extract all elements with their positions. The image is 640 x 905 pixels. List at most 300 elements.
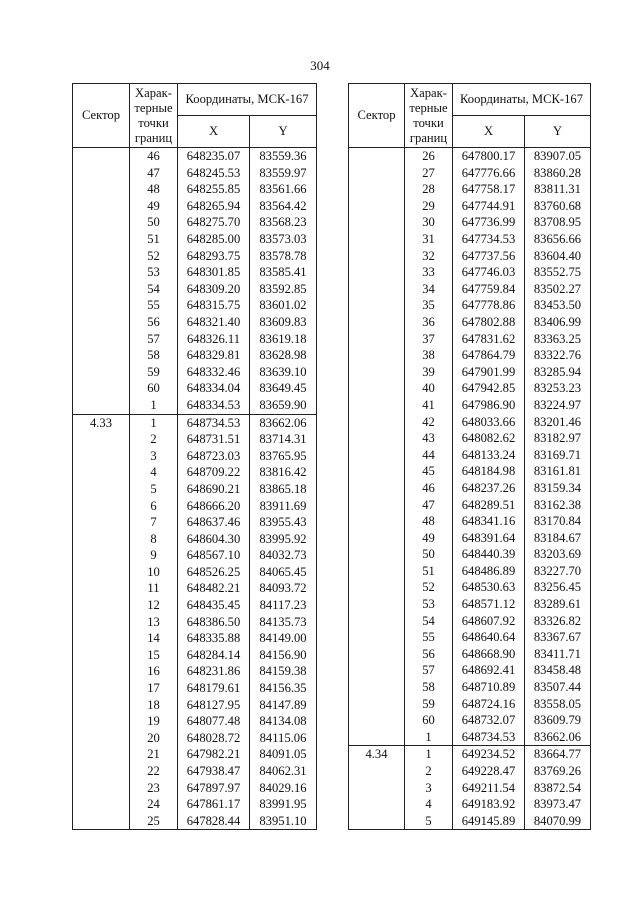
y-coord-cell: 83659.90 xyxy=(250,397,317,414)
point-cell: 42 xyxy=(405,414,453,431)
sector-cell xyxy=(349,729,405,746)
table-row xyxy=(349,414,591,431)
x-coord-cell: 647758.17 xyxy=(453,181,525,198)
table-row xyxy=(349,397,591,414)
point-cell: 57 xyxy=(130,331,178,348)
point-cell: 19 xyxy=(130,713,178,730)
y-coord-cell: 83662.06 xyxy=(525,729,591,746)
x-coord-cell: 647864.79 xyxy=(453,347,525,364)
y-coord-cell: 83224.97 xyxy=(525,397,591,414)
sector-cell xyxy=(73,214,130,231)
point-cell: 39 xyxy=(405,364,453,381)
point-cell: 59 xyxy=(130,364,178,381)
point-cell: 2 xyxy=(405,763,453,780)
x-coord-cell: 647897.97 xyxy=(178,780,250,797)
x-coord-cell: 648334.53 xyxy=(178,397,250,414)
point-cell: 40 xyxy=(405,380,453,397)
sector-cell xyxy=(73,148,130,165)
sector-cell xyxy=(73,547,130,564)
x-coord-cell: 648179.61 xyxy=(178,680,250,697)
x-coord-cell: 647831.62 xyxy=(453,331,525,348)
sector-cell xyxy=(73,763,130,780)
point-cell: 46 xyxy=(405,480,453,497)
y-coord-cell: 83322.76 xyxy=(525,347,591,364)
table-row xyxy=(349,563,591,580)
y-coord-cell: 84149.00 xyxy=(250,630,317,647)
sector-cell xyxy=(349,347,405,364)
sector-cell xyxy=(349,513,405,530)
x-coord-cell: 648341.16 xyxy=(453,513,525,530)
x-coord-cell: 647861.17 xyxy=(178,796,250,813)
y-coord-cell: 83559.36 xyxy=(250,148,317,165)
x-coord-cell: 648530.63 xyxy=(453,579,525,596)
y-coord-cell: 83552.75 xyxy=(525,264,591,281)
x-coord-cell: 648309.20 xyxy=(178,281,250,298)
table-row xyxy=(349,297,591,314)
x-coord-cell: 648235.07 xyxy=(178,148,250,165)
y-coord-cell: 83811.31 xyxy=(525,181,591,198)
point-cell: 7 xyxy=(130,514,178,531)
x-coord-cell: 648329.81 xyxy=(178,347,250,364)
sector-cell xyxy=(73,481,130,498)
table-row xyxy=(73,763,317,780)
table-row xyxy=(349,579,591,596)
sector-cell xyxy=(349,297,405,314)
x-coord-cell: 648723.03 xyxy=(178,448,250,465)
point-cell: 1 xyxy=(130,397,178,414)
y-coord-cell: 83639.10 xyxy=(250,364,317,381)
point-cell: 5 xyxy=(130,481,178,498)
table-row xyxy=(349,447,591,464)
point-cell: 48 xyxy=(405,513,453,530)
y-coord-cell: 83760.68 xyxy=(525,198,591,215)
sector-cell xyxy=(349,148,405,165)
table-row xyxy=(73,531,317,548)
sector-cell xyxy=(73,281,130,298)
x-coord-cell: 648482.21 xyxy=(178,580,250,597)
sector-cell xyxy=(349,496,405,513)
table-row xyxy=(73,165,317,182)
sector-cell xyxy=(349,181,405,198)
y-coord-cell: 83453.50 xyxy=(525,297,591,314)
table-row xyxy=(73,746,317,763)
y-coord-cell: 84147.89 xyxy=(250,697,317,714)
sector-cell xyxy=(73,231,130,248)
sector-cell xyxy=(73,380,130,397)
y-coord-cell: 84135.73 xyxy=(250,614,317,631)
points-header: Харак-терные точки границ xyxy=(405,84,453,148)
point-cell: 17 xyxy=(130,680,178,697)
sector-cell xyxy=(349,629,405,646)
sector-cell xyxy=(349,314,405,331)
table-row xyxy=(349,796,591,813)
x-coord-cell: 647982.21 xyxy=(178,746,250,763)
y-coord-cell: 84062.31 xyxy=(250,763,317,780)
table-row xyxy=(349,763,591,780)
table-row xyxy=(73,380,317,397)
sector-cell xyxy=(73,297,130,314)
sector-header: Сектор xyxy=(349,84,405,148)
sector-cell xyxy=(349,198,405,215)
point-cell: 53 xyxy=(405,596,453,613)
table-row xyxy=(349,214,591,231)
table-row xyxy=(73,364,317,381)
y-coord-cell: 83558.05 xyxy=(525,696,591,713)
sector-cell xyxy=(349,763,405,780)
y-coord-cell: 83285.94 xyxy=(525,364,591,381)
x-coord-cell: 648724.16 xyxy=(453,696,525,713)
x-coord-cell: 648301.85 xyxy=(178,264,250,281)
x-coord-cell: 648231.86 xyxy=(178,663,250,680)
x-coord-cell: 648440.39 xyxy=(453,546,525,563)
y-coord-cell: 84070.99 xyxy=(525,813,591,830)
y-coord-cell: 84093.72 xyxy=(250,580,317,597)
sector-cell xyxy=(73,564,130,581)
sector-cell: 4.33 xyxy=(73,414,130,431)
table-row xyxy=(349,331,591,348)
x-coord-cell: 649228.47 xyxy=(453,763,525,780)
table-row xyxy=(349,662,591,679)
table-row xyxy=(73,464,317,481)
y-coord-cell: 83201.46 xyxy=(525,414,591,431)
table-row xyxy=(73,481,317,498)
y-coord-cell: 83609.83 xyxy=(250,314,317,331)
sector-cell xyxy=(73,713,130,730)
table-row xyxy=(73,414,317,431)
y-coord-cell: 83604.40 xyxy=(525,248,591,265)
point-cell: 23 xyxy=(130,780,178,797)
table-row xyxy=(73,181,317,198)
sector-cell xyxy=(349,780,405,797)
point-cell: 30 xyxy=(405,214,453,231)
x-coord-cell: 648315.75 xyxy=(178,297,250,314)
x-coord-cell: 648293.75 xyxy=(178,248,250,265)
y-coord-cell: 83559.97 xyxy=(250,165,317,182)
table-row xyxy=(73,547,317,564)
point-cell: 2 xyxy=(130,431,178,448)
table-row xyxy=(349,430,591,447)
x-coord-cell: 647802.88 xyxy=(453,314,525,331)
x-coord-cell: 647800.17 xyxy=(453,148,525,165)
sector-cell xyxy=(73,796,130,813)
sector-cell xyxy=(349,331,405,348)
table-row xyxy=(73,248,317,265)
point-cell: 32 xyxy=(405,248,453,265)
sector-cell xyxy=(73,746,130,763)
y-coord-cell: 83406.99 xyxy=(525,314,591,331)
table-row xyxy=(349,646,591,663)
table-row xyxy=(73,198,317,215)
sector-cell xyxy=(73,248,130,265)
sector-cell xyxy=(73,580,130,597)
y-coord-cell: 83159.34 xyxy=(525,480,591,497)
x-coord-cell: 647734.53 xyxy=(453,231,525,248)
x-coord-cell: 649183.92 xyxy=(453,796,525,813)
y-coord-cell: 83578.78 xyxy=(250,248,317,265)
y-coord-cell: 83203.69 xyxy=(525,546,591,563)
sector-cell xyxy=(73,663,130,680)
y-coord-cell: 83816.42 xyxy=(250,464,317,481)
y-coord-cell: 84117.23 xyxy=(250,597,317,614)
point-cell: 47 xyxy=(405,496,453,513)
y-coord-cell: 83907.05 xyxy=(525,148,591,165)
table-row xyxy=(73,347,317,364)
table-row xyxy=(73,713,317,730)
table-row xyxy=(349,746,591,763)
x-coord-cell: 648607.92 xyxy=(453,613,525,630)
x-coord-cell: 648666.20 xyxy=(178,497,250,514)
table-row xyxy=(349,546,591,563)
x-coord-cell: 648289.51 xyxy=(453,496,525,513)
x-coord-cell: 648391.64 xyxy=(453,530,525,547)
sector-cell xyxy=(73,697,130,714)
sector-cell xyxy=(73,264,130,281)
point-cell: 58 xyxy=(130,347,178,364)
x-coord-cell: 648692.41 xyxy=(453,662,525,679)
sector-cell xyxy=(349,546,405,563)
point-cell: 10 xyxy=(130,564,178,581)
x-coord-cell: 647746.03 xyxy=(453,264,525,281)
point-cell: 57 xyxy=(405,662,453,679)
table-row xyxy=(349,165,591,182)
sector-cell xyxy=(349,281,405,298)
table-row xyxy=(73,564,317,581)
y-coord-cell: 83289.61 xyxy=(525,596,591,613)
page-number: 304 xyxy=(310,58,330,73)
table-row xyxy=(73,614,317,631)
sector-cell xyxy=(349,414,405,431)
x-coord-cell: 648275.70 xyxy=(178,214,250,231)
table-row xyxy=(349,513,591,530)
sector-cell xyxy=(349,596,405,613)
y-coord-cell: 83502.27 xyxy=(525,281,591,298)
sector-cell xyxy=(73,448,130,465)
sector-cell xyxy=(349,530,405,547)
y-coord-cell: 83995.92 xyxy=(250,531,317,548)
point-cell: 53 xyxy=(130,264,178,281)
y-coord-cell: 83367.67 xyxy=(525,629,591,646)
point-cell: 52 xyxy=(130,248,178,265)
sector-cell xyxy=(349,579,405,596)
table-row xyxy=(349,480,591,497)
y-coord-cell: 83568.23 xyxy=(250,214,317,231)
sector-cell xyxy=(73,431,130,448)
x-coord-cell: 648321.40 xyxy=(178,314,250,331)
y-coord-cell: 83592.85 xyxy=(250,281,317,298)
y-coord-cell: 83765.95 xyxy=(250,448,317,465)
sector-cell xyxy=(73,597,130,614)
y-coord-cell: 83951.10 xyxy=(250,813,317,830)
point-cell: 55 xyxy=(130,297,178,314)
sector-cell xyxy=(349,463,405,480)
point-cell: 58 xyxy=(405,679,453,696)
x-coord-cell: 647828.44 xyxy=(178,813,250,830)
sector-cell xyxy=(73,364,130,381)
x-coord-cell: 648285.00 xyxy=(178,231,250,248)
x-coord-cell: 647778.86 xyxy=(453,297,525,314)
sector-cell xyxy=(349,662,405,679)
table-row xyxy=(349,181,591,198)
y-coord-cell: 83169.71 xyxy=(525,447,591,464)
y-coord-cell: 83860.28 xyxy=(525,165,591,182)
table-row xyxy=(349,248,591,265)
y-coord-cell: 83656.66 xyxy=(525,231,591,248)
x-coord-cell: 648335.88 xyxy=(178,630,250,647)
x-coord-cell: 648571.12 xyxy=(453,596,525,613)
sector-cell xyxy=(73,780,130,797)
point-cell: 13 xyxy=(130,614,178,631)
coords-header: Координаты, МСК-167 xyxy=(178,84,317,116)
point-cell: 1 xyxy=(405,729,453,746)
x-coord-cell: 648332.46 xyxy=(178,364,250,381)
point-cell: 26 xyxy=(405,148,453,165)
table-row xyxy=(73,796,317,813)
table-row xyxy=(349,463,591,480)
table-row xyxy=(349,264,591,281)
point-cell: 50 xyxy=(130,214,178,231)
point-cell: 60 xyxy=(130,380,178,397)
table-row xyxy=(73,148,317,165)
y-coord-cell: 83184.67 xyxy=(525,530,591,547)
point-cell: 45 xyxy=(405,463,453,480)
x-coord-cell: 648734.53 xyxy=(453,729,525,746)
table-row xyxy=(349,679,591,696)
table-row xyxy=(349,780,591,797)
coordinates-table-right xyxy=(348,83,591,830)
x-coord-cell: 648255.85 xyxy=(178,181,250,198)
point-cell: 29 xyxy=(405,198,453,215)
point-cell: 3 xyxy=(405,780,453,797)
x-coord-cell: 648334.04 xyxy=(178,380,250,397)
point-cell: 44 xyxy=(405,447,453,464)
x-coord-cell: 647901.99 xyxy=(453,364,525,381)
x-coord-cell: 648604.30 xyxy=(178,531,250,548)
x-coord-cell: 648386.50 xyxy=(178,614,250,631)
point-cell: 1 xyxy=(130,414,178,431)
point-cell: 21 xyxy=(130,746,178,763)
x-header: X xyxy=(453,116,525,148)
points-header: Харак-терные точки границ xyxy=(130,84,178,148)
sector-cell xyxy=(349,264,405,281)
x-coord-cell: 648486.89 xyxy=(453,563,525,580)
y-coord-cell: 83955.43 xyxy=(250,514,317,531)
table-row xyxy=(349,198,591,215)
y-coord-cell: 83662.06 xyxy=(250,414,317,431)
table-row xyxy=(349,712,591,729)
coords-header: Координаты, МСК-167 xyxy=(453,84,591,116)
table-row xyxy=(73,514,317,531)
y-coord-cell: 83182.97 xyxy=(525,430,591,447)
x-coord-cell: 647986.90 xyxy=(453,397,525,414)
x-coord-cell: 648731.51 xyxy=(178,431,250,448)
x-coord-cell: 648710.89 xyxy=(453,679,525,696)
y-coord-cell: 84159.38 xyxy=(250,663,317,680)
sector-cell xyxy=(73,813,130,830)
y-coord-cell: 83162.38 xyxy=(525,496,591,513)
table-row xyxy=(349,347,591,364)
y-coord-cell: 83161.81 xyxy=(525,463,591,480)
sector-cell xyxy=(349,813,405,830)
point-cell: 1 xyxy=(405,746,453,763)
table-row xyxy=(73,448,317,465)
point-cell: 60 xyxy=(405,712,453,729)
sector-cell xyxy=(73,464,130,481)
x-coord-cell: 648734.53 xyxy=(178,414,250,431)
table-row xyxy=(73,647,317,664)
point-cell: 34 xyxy=(405,281,453,298)
sector-cell xyxy=(73,647,130,664)
table-row xyxy=(73,630,317,647)
point-cell: 47 xyxy=(130,165,178,182)
sector-cell xyxy=(349,679,405,696)
sector-cell xyxy=(73,397,130,414)
x-coord-cell: 647736.99 xyxy=(453,214,525,231)
point-cell: 15 xyxy=(130,647,178,664)
table-row xyxy=(73,331,317,348)
table-row xyxy=(73,231,317,248)
y-coord-cell: 83911.69 xyxy=(250,497,317,514)
y-coord-cell: 84029.16 xyxy=(250,780,317,797)
x-coord-cell: 647938.47 xyxy=(178,763,250,780)
point-cell: 51 xyxy=(405,563,453,580)
sector-cell xyxy=(349,214,405,231)
table-row xyxy=(73,680,317,697)
point-cell: 48 xyxy=(130,181,178,198)
y-coord-cell: 83253.23 xyxy=(525,380,591,397)
y-coord-cell: 83628.98 xyxy=(250,347,317,364)
sector-cell xyxy=(73,198,130,215)
y-coord-cell: 83326.82 xyxy=(525,613,591,630)
x-coord-cell: 648082.62 xyxy=(453,430,525,447)
point-cell: 18 xyxy=(130,697,178,714)
y-coord-cell: 83865.18 xyxy=(250,481,317,498)
point-cell: 6 xyxy=(130,497,178,514)
point-cell: 56 xyxy=(405,646,453,663)
x-coord-cell: 649211.54 xyxy=(453,780,525,797)
point-cell: 38 xyxy=(405,347,453,364)
point-cell: 22 xyxy=(130,763,178,780)
y-coord-cell: 83769.26 xyxy=(525,763,591,780)
table-row xyxy=(349,314,591,331)
point-cell: 4 xyxy=(130,464,178,481)
sector-cell xyxy=(73,165,130,182)
point-cell: 49 xyxy=(130,198,178,215)
sector-cell xyxy=(349,696,405,713)
sector-cell xyxy=(349,563,405,580)
x-coord-cell: 648709.22 xyxy=(178,464,250,481)
table-row xyxy=(73,813,317,830)
x-coord-cell: 648326.11 xyxy=(178,331,250,348)
x-coord-cell: 648284.14 xyxy=(178,647,250,664)
sector-cell xyxy=(349,380,405,397)
point-cell: 35 xyxy=(405,297,453,314)
sector-header: Сектор xyxy=(73,84,130,148)
y-coord-cell: 83227.70 xyxy=(525,563,591,580)
y-coord-cell: 84115.06 xyxy=(250,730,317,747)
point-cell: 31 xyxy=(405,231,453,248)
y-header: Y xyxy=(250,116,317,148)
point-cell: 55 xyxy=(405,629,453,646)
y-coord-cell: 83363.25 xyxy=(525,331,591,348)
sector-cell: 4.34 xyxy=(349,746,405,763)
y-coord-cell: 84156.90 xyxy=(250,647,317,664)
sector-cell xyxy=(73,497,130,514)
table-row xyxy=(73,580,317,597)
y-coord-cell: 83664.77 xyxy=(525,746,591,763)
point-cell: 46 xyxy=(130,148,178,165)
y-coord-cell: 84065.45 xyxy=(250,564,317,581)
point-cell: 33 xyxy=(405,264,453,281)
